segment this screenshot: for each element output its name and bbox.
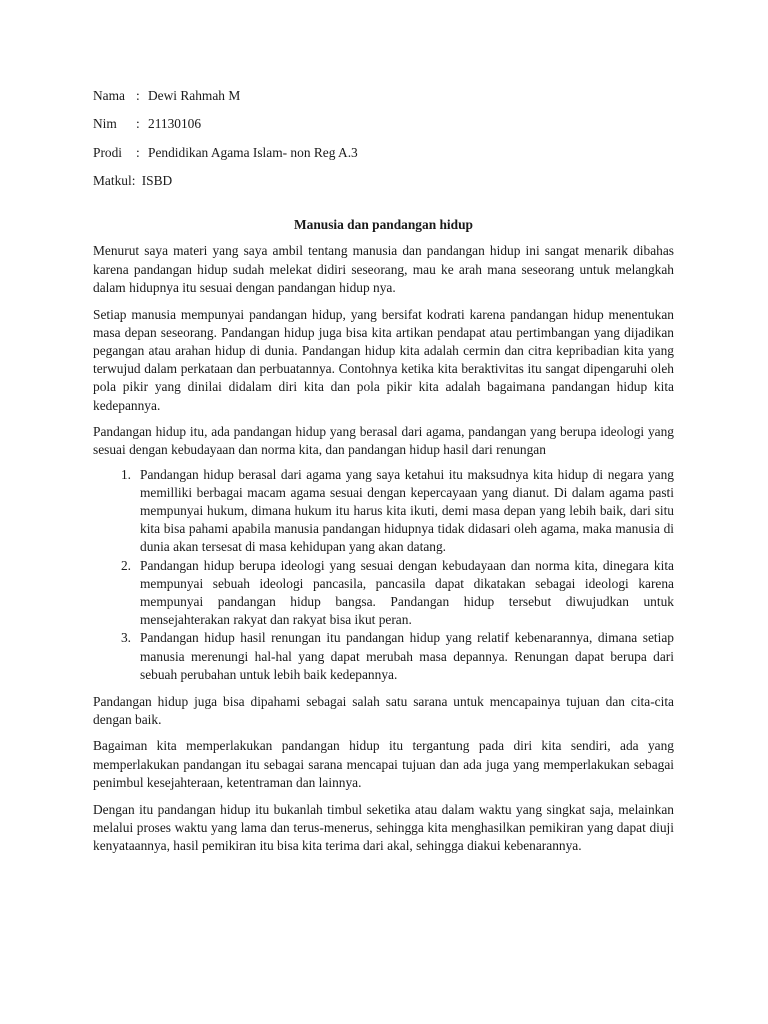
- document-title: Manusia dan pandangan hidup: [293, 217, 473, 233]
- list-item: [93, 629, 674, 684]
- list-item-text: Pandangan hidup berupa ideologi yang sesuai dengan kebudayaan dan norma kita, dinegara kita mempunyai sebuah ideologi pancasila, pancasila dapat dikatakan sebagai ideologi karena mempunyai pandangan hidup bangsa. Pandangan hidup tersebut diwujudkan untuk mensejahterakan rakyat dan rakyat bisa ikut peran.: [140, 557, 674, 628]
- meta-separator: :: [136, 144, 140, 160]
- list-item: [93, 557, 674, 630]
- student-info: [93, 87, 674, 200]
- meta-value-matkul: ISBD: [141, 172, 173, 188]
- paragraph-conclusion: Dengan itu pandangan hidup itu bukanlah timbul seketika atau dalam waktu yang singkat saja, melainkan melalui proses waktu yang lama dan terus-menerus, sehingga kita menghasilkan pemikiran yang dapat diuji kenyataannya, hasil pemikiran itu bisa kita terima dari akal, sehingga diakui kebenarannya.: [93, 801, 674, 853]
- paragraph-sources: Pandangan hidup itu, ada pandangan hidup yang berasal dari agama, pandangan yang berupa ideologi yang sesuai dengan kebudayaan dan norma kita, dan pandangan hidup hasil dari renungan: [93, 424, 674, 458]
- paragraph-intro: Menurut saya materi yang saya ambil tentang manusia dan pandangan hidup ini sangat menarik dibahas karena pandangan hidup sudah melekat didiri seseorang, mau ke arah mana seseorang untuk melangkah dalam hidupnya itu sesuai dengan pandangan hidup nya.: [93, 243, 674, 295]
- meta-value-nama: Dewi Rahmah M: [148, 88, 241, 103]
- paragraph-purpose: Pandangan hidup juga bisa dipahami sebagai salah satu sarana untuk mencapainya tujuan dan cita-cita dengan baik.: [93, 693, 674, 727]
- numbered-list: [93, 466, 674, 684]
- list-number: 2.: [120, 557, 131, 573]
- meta-row-prodi: [93, 144, 674, 172]
- meta-row-nama: [93, 87, 674, 115]
- meta-label: Nim: [93, 116, 117, 132]
- meta-separator: :: [136, 88, 140, 103]
- list-item-text: Pandangan hidup hasil renungan itu pandangan hidup yang relatif kebenarannya, dimana setiap manusia merenungi hal-hal yang dapat merubah masa depannya. Renungan dapat berupa dari sebuah perubahan untuk lebih baik kedepannya.: [140, 630, 674, 682]
- meta-value-nim: 21130106: [148, 116, 202, 132]
- list-number: 1.: [120, 466, 131, 482]
- paragraph-treatment: Bagaiman kita memperlakukan pandangan hidup itu tergantung pada diri kita sendiri, ada yang memperlakukan pandangan itu sebagai sarana mencapai tujuan dan ada juga yang memperlakukan sebagai penimbul kesejahteraan, ketentraman dan lainnya.: [93, 738, 674, 790]
- meta-label: Nama: [93, 88, 125, 103]
- paragraph-definition: Setiap manusia mempunyai pandangan hidup, yang bersifat kodrati karena pandangan hidup menentukan masa depan seseorang. Pandangan hidup juga bisa kita artikan pendapat atau pertimbangan yang dijadikan pegangan atau arahan hidup di dunia. Pandangan hidup kita adalah cermin dan citra kepribadian kita yang terwujud dalam perkataan dan perbuatannya. Contohnya ketika kita beraktivitas itu sangat dipengaruhi oleh pola pikir yang dinilai didalam diri kita dan pola pikir kita adalah bagaimana pandangan hidup kita kedepannya.: [93, 306, 674, 413]
- meta-label: Matkul: [93, 172, 132, 188]
- list-item: [93, 466, 674, 557]
- meta-row-nim: [93, 115, 674, 143]
- list-number: 3.: [120, 630, 131, 646]
- list-item-text: Pandangan hidup berasal dari agama yang saya ketahui itu maksudnya kita hidup di negara yang memilliki berbagai macam agama sesuai dengan kepercayaan yang dianut. Di dalam agama pasti mempunyai hukum, dimana hukum itu harus kita ikuti, demi masa depan yang lebih baik, dari situ kita bisa pahami apabila manusia pandangan hidupnya tidak didasari oleh agama, maka manusia di dunia akan tersesat di masa kehidupan yang akan datang.: [140, 466, 674, 555]
- meta-label: Prodi: [93, 144, 123, 160]
- meta-row-matkul: [93, 172, 674, 200]
- meta-value-prodi: Pendidikan Agama Islam- non Reg A.3: [148, 144, 358, 160]
- meta-separator: :: [136, 116, 140, 132]
- meta-separator: :: [131, 172, 136, 188]
